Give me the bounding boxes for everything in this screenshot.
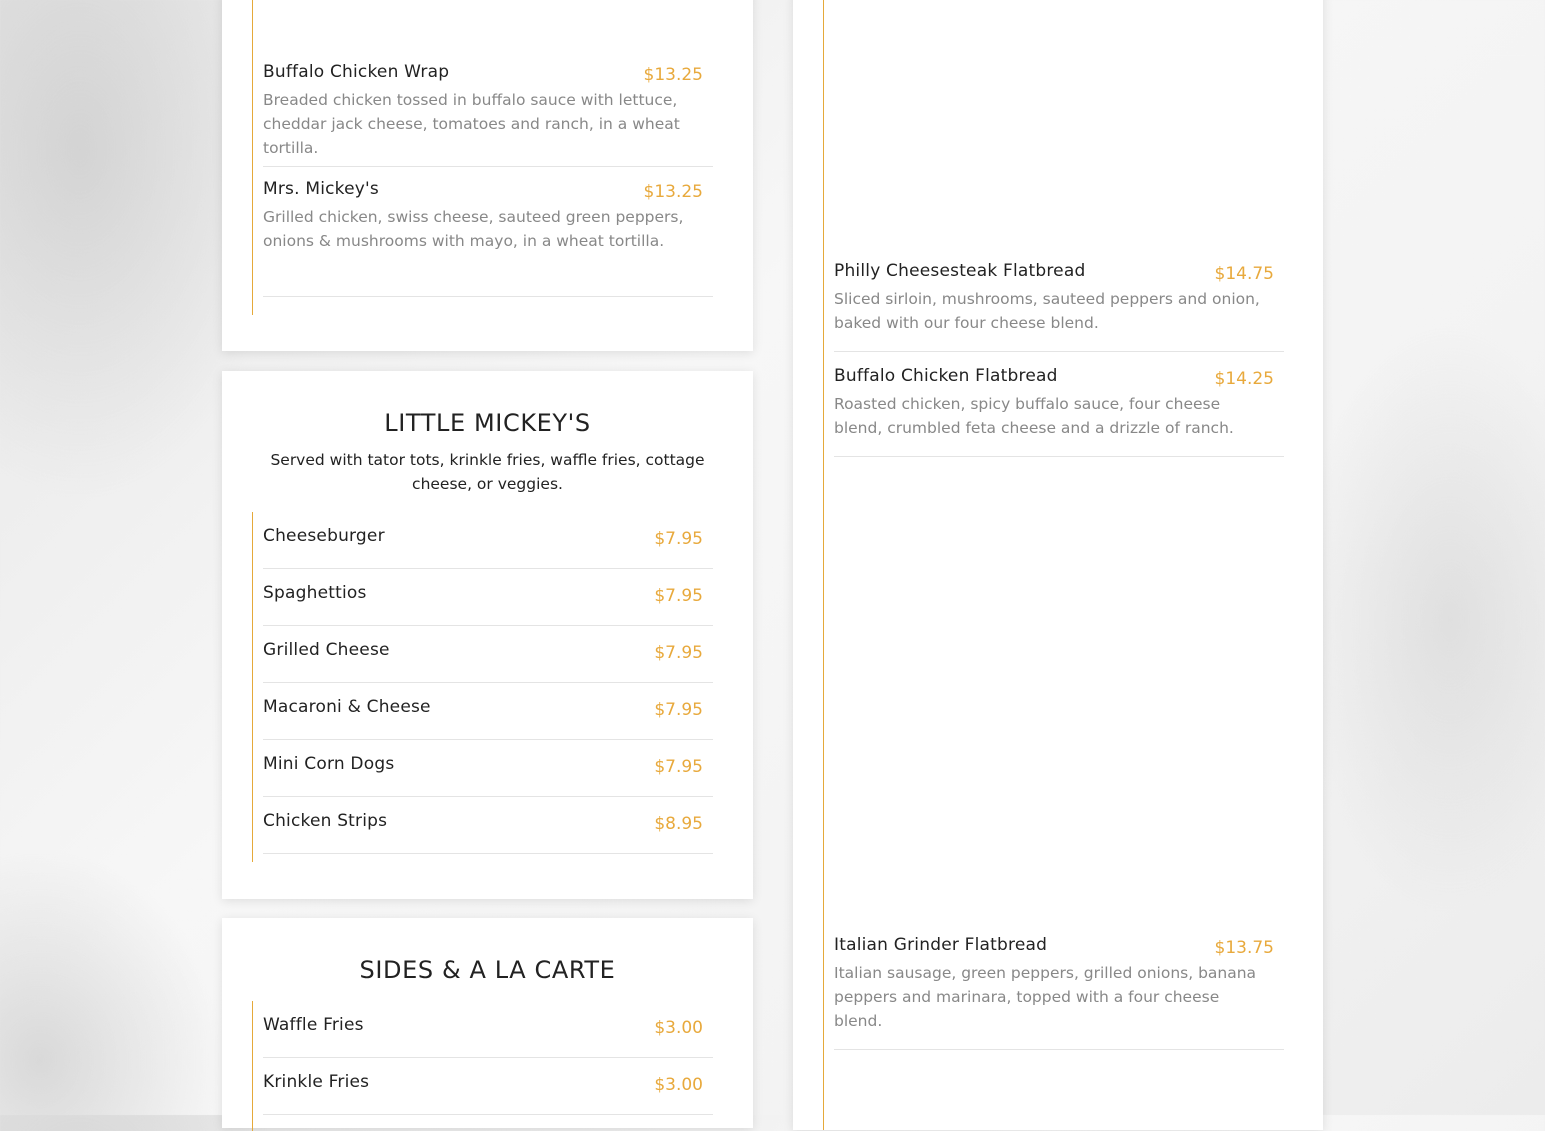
section-title: SIDES & A LA CARTE — [359, 956, 616, 984]
item-name: Krinkle Fries — [263, 1072, 370, 1092]
item-price: $7.95 — [654, 586, 703, 606]
menu-item[interactable] — [834, 351, 1284, 457]
item-name: Italian Grinder Flatbread — [834, 935, 1048, 955]
item-name: Buffalo Chicken Flatbread — [834, 366, 1058, 386]
item-name: Mini Corn Dogs — [263, 754, 395, 774]
menu-item[interactable] — [263, 740, 713, 797]
item-price: $13.25 — [643, 65, 703, 85]
section-title: LITTLE MICKEY'S — [384, 409, 591, 437]
item-name: Spaghettios — [263, 583, 367, 603]
item-price: $13.25 — [643, 182, 703, 202]
item-name: Philly Cheesesteak Flatbread — [834, 261, 1086, 281]
item-price: $3.00 — [654, 1018, 703, 1038]
wraps-card — [222, 0, 753, 351]
flatbreads-item-list — [823, 0, 1284, 1130]
flatbreads-card — [793, 0, 1323, 1130]
item-name: Cheeseburger — [263, 526, 385, 546]
little-mickeys-card — [222, 371, 753, 899]
wraps-item-list — [252, 0, 713, 315]
item-description: Italian sausage, green peppers, grilled onions, banana peppers and marinara, topped with a four cheese blend. — [834, 964, 1257, 1030]
menu-item[interactable] — [263, 1058, 713, 1115]
item-price: $7.95 — [654, 529, 703, 549]
menu-item[interactable] — [263, 569, 713, 626]
menu-item[interactable] — [263, 626, 713, 683]
menu-item[interactable] — [263, 683, 713, 740]
item-name: Macaroni & Cheese — [263, 697, 431, 717]
menu-item[interactable] — [263, 167, 713, 297]
sides-card — [222, 918, 753, 1128]
item-name: Mrs. Mickey's — [263, 179, 379, 199]
item-price: $7.95 — [654, 757, 703, 777]
item-price: $7.95 — [654, 643, 703, 663]
section-subtitle: Served with tator tots, krinkle fries, waffle fries, cottage cheese, or veggies. — [270, 451, 705, 493]
item-price: $8.95 — [654, 814, 703, 834]
menu-item[interactable] — [834, 249, 1284, 352]
item-name: Chicken Strips — [263, 811, 388, 831]
item-description: Sliced sirloin, mushrooms, sauteed peppers and onion, baked with our four cheese blend. — [834, 290, 1260, 332]
item-name: Waffle Fries — [263, 1015, 364, 1035]
menu-item[interactable] — [834, 923, 1284, 1050]
menu-item[interactable] — [263, 50, 713, 167]
sides-item-list — [252, 1001, 713, 1131]
item-description: Breaded chicken tossed in buffalo sauce with lettuce, cheddar jack cheese, tomatoes and ranch, in a wheat tortilla. — [263, 91, 680, 157]
item-name: Buffalo Chicken Wrap — [263, 62, 450, 82]
item-name: Grilled Cheese — [263, 640, 390, 660]
item-price: $14.25 — [1214, 369, 1274, 389]
menu-item[interactable] — [263, 1001, 713, 1058]
item-price: $14.75 — [1214, 264, 1274, 284]
menu-item[interactable] — [263, 512, 713, 569]
item-price: $3.00 — [654, 1075, 703, 1095]
item-description: Roasted chicken, spicy buffalo sauce, four cheese blend, crumbled feta cheese and a drizzle of ranch. — [834, 395, 1234, 437]
menu-item[interactable] — [263, 797, 713, 854]
little-mickeys-item-list — [252, 512, 713, 862]
item-price: $7.95 — [654, 700, 703, 720]
item-price: $13.75 — [1214, 938, 1274, 958]
item-description: Grilled chicken, swiss cheese, sauteed green peppers, onions & mushrooms with mayo, in a wheat tortilla. — [263, 208, 684, 250]
